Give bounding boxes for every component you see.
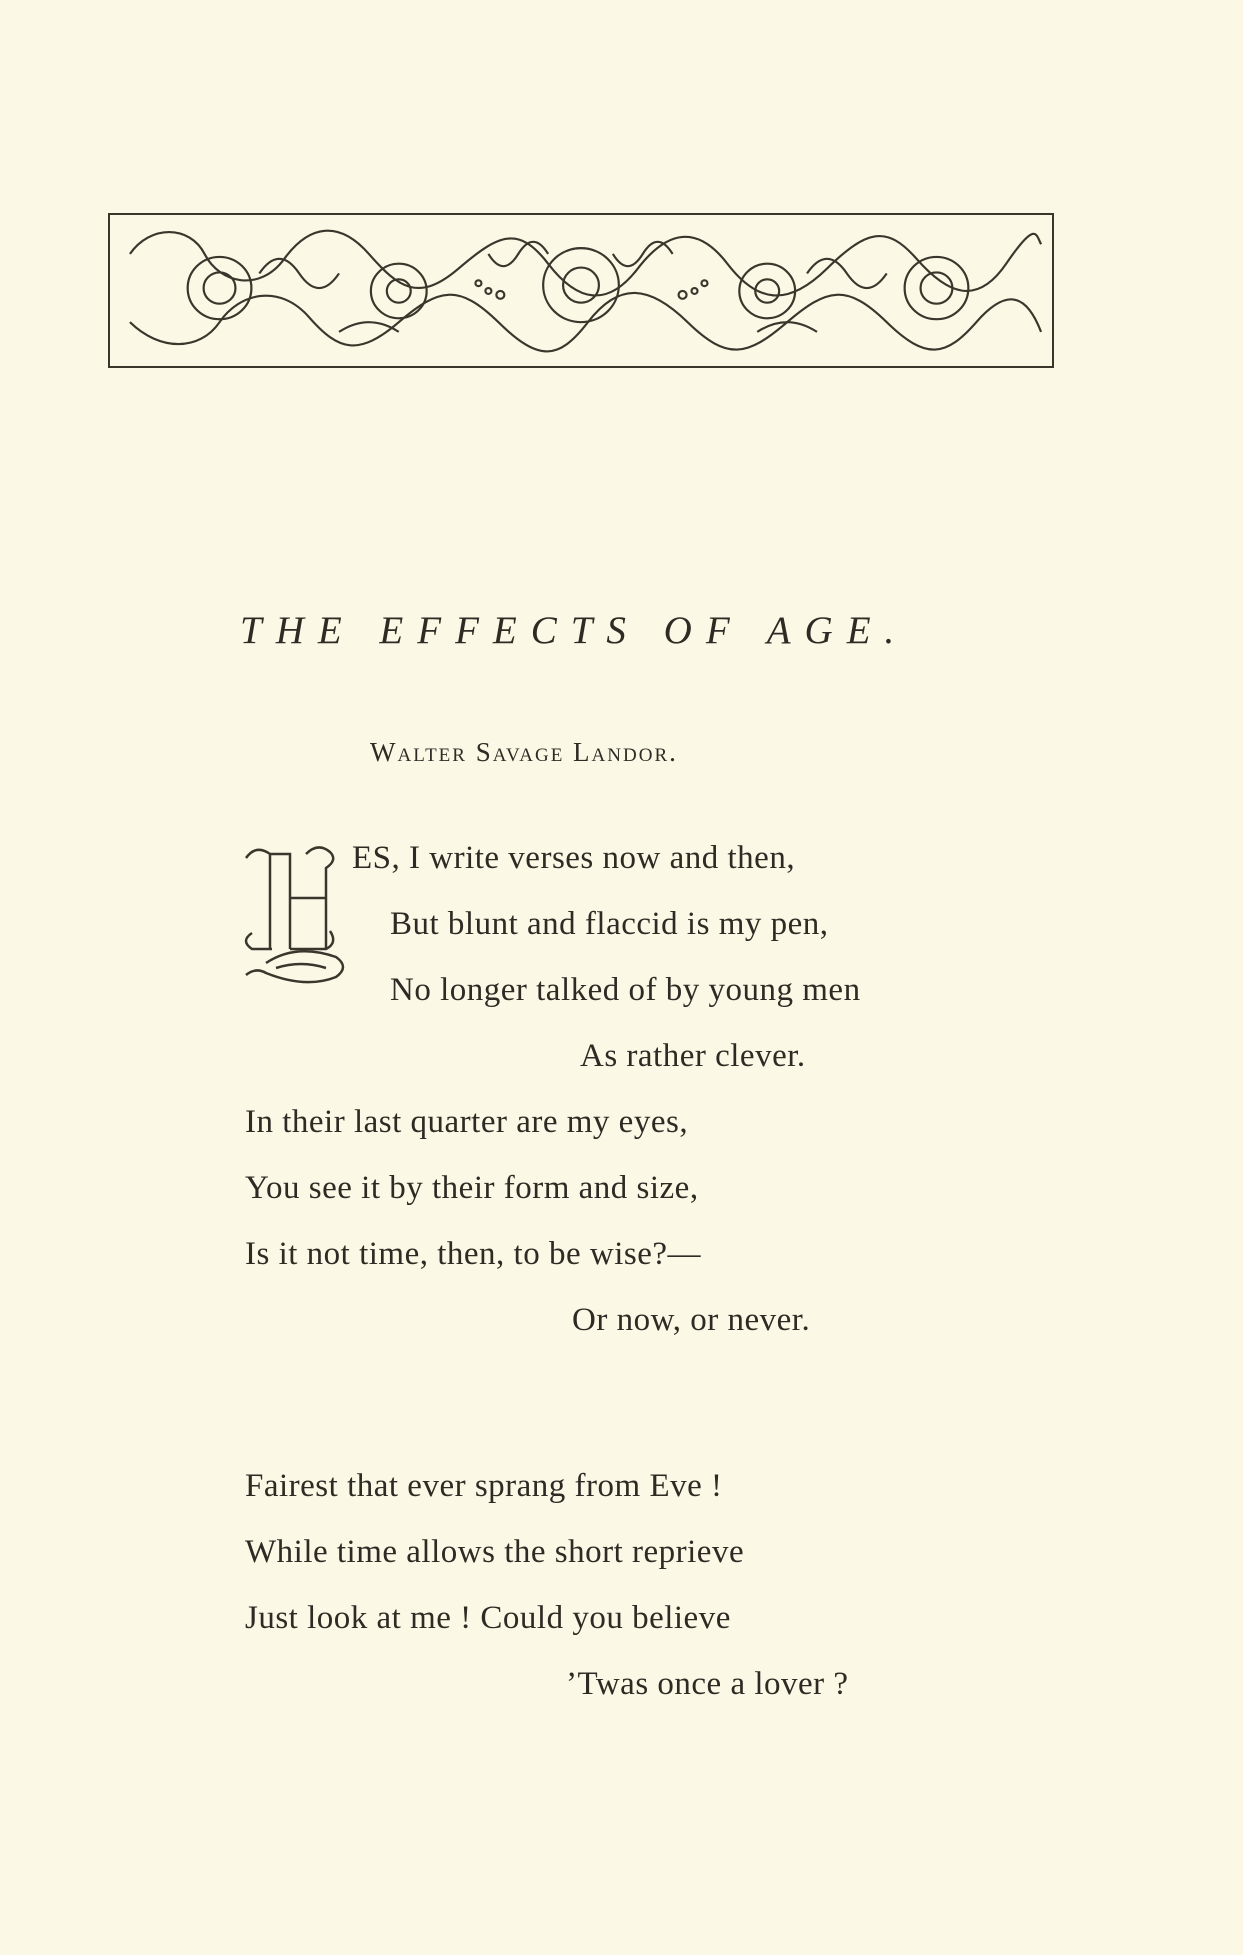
poem-title: THE EFFECTS OF AGE. <box>240 609 909 652</box>
verse-line: Is it not time, then, to be wise?— <box>245 1236 702 1272</box>
verse-line: But blunt and flaccid is my pen, <box>390 906 829 942</box>
verse-line: As rather clever. <box>580 1038 806 1074</box>
verse-line: While time allows the short reprieve <box>245 1534 745 1570</box>
verse-line: Just look at me ! Could you believe <box>245 1600 731 1636</box>
verse-line: You see it by their form and size, <box>245 1170 699 1206</box>
verse-line: ’Twas once a lover ? <box>566 1666 849 1702</box>
poem-author: Walter Savage Landor. <box>370 737 678 767</box>
verse-line: In their last quarter are my eyes, <box>245 1104 689 1140</box>
verse-line: ES, I write verses now and then, <box>352 840 796 876</box>
verse-line: No longer talked of by young men <box>390 972 861 1008</box>
verse-line: Fairest that ever sprang from Eve ! <box>245 1468 723 1504</box>
verse-line: Or now, or never. <box>572 1302 811 1338</box>
floral-ornament-icon <box>108 213 1054 368</box>
decorated-initial-y-icon <box>236 838 354 1000</box>
